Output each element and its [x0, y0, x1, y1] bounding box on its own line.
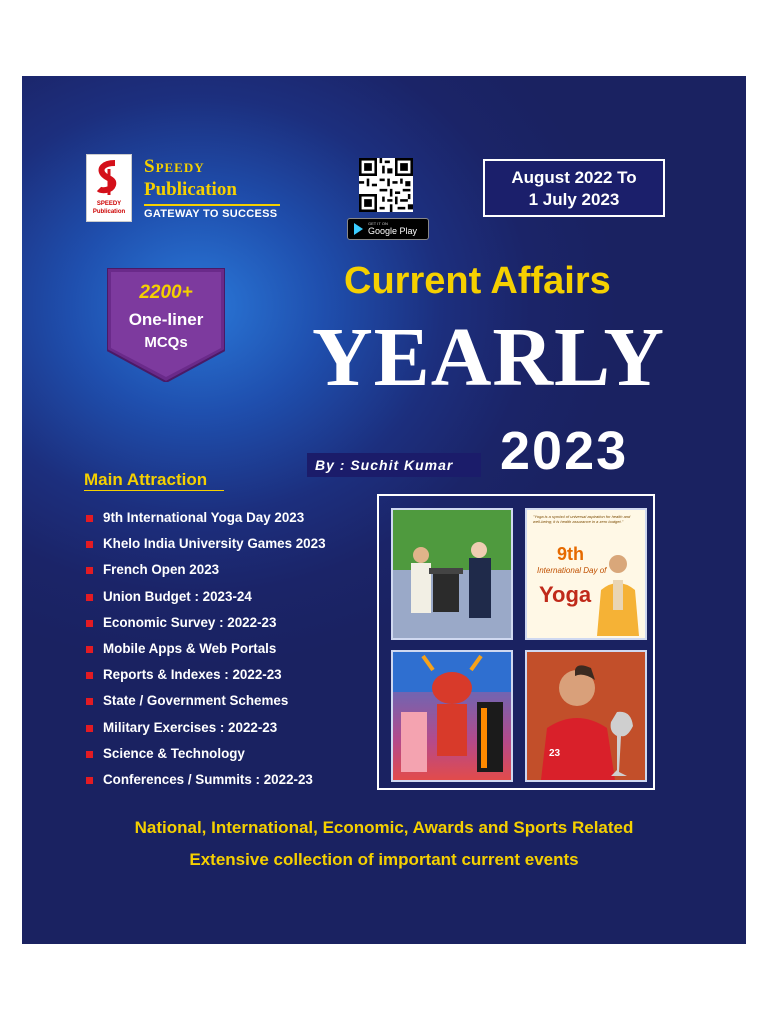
- publisher-name-line1: Speedy: [144, 156, 205, 177]
- publisher-name-line2: Publication: [144, 179, 237, 200]
- photo-yoga-day-poster: [525, 508, 647, 640]
- google-play-badge[interactable]: [347, 218, 429, 240]
- qr-code-icon[interactable]: [359, 158, 413, 212]
- footer-line1: National, International, Economic, Awards and Sports Related: [134, 818, 634, 837]
- footer-line2: Extensive collection of important current events: [189, 850, 579, 869]
- list-item: [86, 562, 326, 588]
- logo-text-2: Publication: [92, 209, 126, 215]
- subtitle: Current Affairs: [344, 260, 611, 302]
- date-range-box: [483, 159, 665, 217]
- logo-text-1: SPEEDY: [96, 201, 122, 207]
- mcq-badge: [107, 282, 225, 351]
- list-item-label: Military Exercises : 2022-23: [103, 719, 278, 735]
- store-label: Google Play: [368, 226, 418, 236]
- badge-count: 2200+: [139, 282, 193, 303]
- list-item: [86, 615, 326, 641]
- yoga-number: 9th: [557, 544, 584, 564]
- main-attraction-heading: Main Attraction: [84, 470, 208, 489]
- yoga-figure-illustration: [593, 550, 643, 636]
- tennis-player-illustration: [527, 652, 645, 780]
- list-item: [86, 667, 326, 693]
- publisher-rule: [144, 204, 280, 206]
- bullet-icon: [86, 698, 93, 705]
- yoga-line: International Day of: [537, 566, 607, 575]
- bullet-icon: [86, 567, 93, 574]
- heading-rule: [84, 490, 224, 491]
- store-small-label: GET IT ON: [368, 221, 388, 226]
- list-item: [86, 641, 326, 667]
- date-line2: 1 July 2023: [528, 190, 620, 209]
- bullet-icon: [86, 515, 93, 522]
- photo-french-open-champion: [525, 650, 647, 782]
- list-item: [86, 589, 326, 615]
- list-item-label: Economic Survey : 2022-23: [103, 614, 277, 630]
- attraction-list: [86, 510, 326, 798]
- bullet-icon: [86, 672, 93, 679]
- list-item: [86, 746, 326, 772]
- photo-panel: [377, 494, 655, 790]
- photo-khelo-india-mascot: [391, 650, 513, 782]
- yoga-quote: "Yoga is a symbol of universal aspiration for health and well-being; it is health assurance in a zero budget.": [533, 514, 631, 524]
- list-item-label: Conferences / Summits : 2022-23: [103, 771, 313, 787]
- list-item: [86, 720, 326, 746]
- list-item-label: French Open 2023: [103, 562, 220, 578]
- photo-leaders-podium: [391, 508, 513, 640]
- main-title: YEARLY: [312, 311, 665, 404]
- bullet-icon: [86, 541, 93, 548]
- list-item: [86, 693, 326, 719]
- date-line1: August 2022 To: [511, 168, 637, 187]
- bullet-icon: [86, 725, 93, 732]
- book-cover: [22, 76, 746, 944]
- list-item-label: State / Government Schemes: [103, 693, 289, 709]
- list-item-label: Khelo India University Games 2023: [103, 536, 326, 552]
- bullet-icon: [86, 751, 93, 758]
- bullet-icon: [86, 594, 93, 601]
- list-item: [86, 510, 326, 536]
- list-item-label: Reports & Indexes : 2022-23: [103, 667, 282, 683]
- list-item-label: Science & Technology: [103, 745, 245, 761]
- bullet-icon: [86, 620, 93, 627]
- list-item: [86, 536, 326, 562]
- leaders-podium-illustration: [393, 510, 511, 638]
- mascot-illustration: [393, 652, 511, 780]
- badge-line2: One-liner: [128, 310, 204, 329]
- yoga-word: Yoga: [539, 582, 592, 607]
- speedy-logo-icon: [93, 159, 125, 199]
- author-byline: By : Suchit Kumar: [307, 453, 481, 477]
- svg-text:23: 23: [549, 748, 561, 759]
- play-store-icon: [354, 223, 363, 235]
- badge-line3: MCQs: [144, 334, 188, 351]
- bullet-icon: [86, 777, 93, 784]
- publisher-logo: [86, 154, 132, 222]
- bullet-icon: [86, 646, 93, 653]
- list-item-label: Union Budget : 2023-24: [103, 588, 252, 604]
- list-item-label: 9th International Yoga Day 2023: [103, 510, 305, 525]
- title-year: 2023: [500, 421, 629, 481]
- publisher-tagline: GATEWAY TO SUCCESS: [144, 208, 278, 220]
- list-item-label: Mobile Apps & Web Portals: [103, 640, 277, 656]
- list-item: [86, 772, 326, 798]
